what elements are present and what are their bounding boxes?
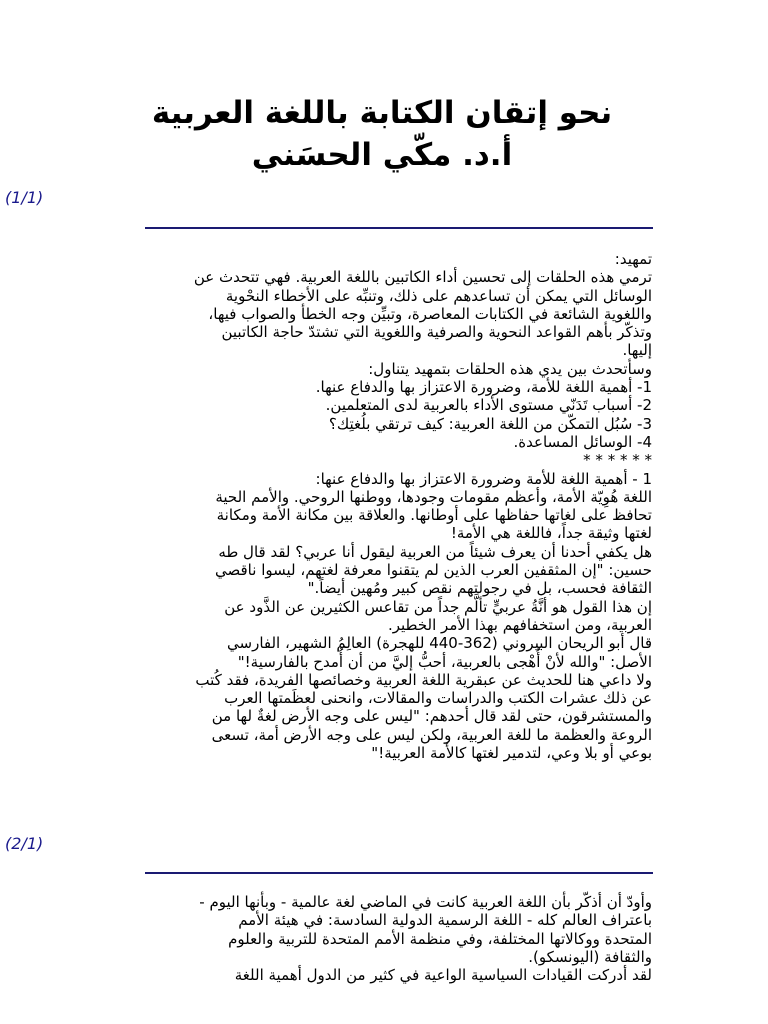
text-line: الوسائل التي يمكن أن تساعدهم على ذلك، وتنبِّه على الأخطاء النحْوية	[225, 286, 652, 305]
text-line: والمستشرقون، حتى لقد قال أحدهم: "ليس على وجه الأرض لغةٌ لها من	[211, 707, 652, 726]
section-divider-1	[145, 227, 653, 229]
title-line-1: نحو إتقان الكتابة باللغة العربية	[151, 95, 613, 131]
author-line: أ.د. مكّي الحسَني	[251, 137, 513, 173]
part-marker-1: (1/1)	[5, 188, 44, 207]
text-line: تحافظ على لغاتها حفاظها على أوطانها. والعلاقة بين مكانة الأمة ومكانة	[216, 506, 652, 525]
text-line: المتحدة ووكالاتها المختلفة، وفي منظمة الأمم المتحدة للتربية والعلوم	[228, 929, 652, 948]
text-line: تمهيد:	[614, 250, 652, 268]
document-page	[112, 92, 652, 176]
text-line: ولا داعي هنا للحديث عن عبقرية اللغة العربية وخصائصها الفريدة، فقد كُتب	[195, 670, 652, 689]
text-line: اللغة هُوِيّة الأمة، وأعظم مقومات وجودها، ووطنها الروحي. والأمم الحية	[215, 487, 652, 506]
text-line: وتذكّر بأهم القواعد النحوية والصرفية واللغوية التي تشتدّ حاجة الكاتبين	[221, 323, 652, 342]
text-line: إليها.	[622, 341, 652, 360]
text-line: * * * * * *	[583, 451, 652, 470]
text-line: عن ذلك عشرات الكتب والدراسات والمقالات، وانحنى لعظَمتها العرب	[224, 689, 652, 708]
text-line: الروعة والعظمة ما للغة العربية، ولكن ليس على وجه الأرض أمة، تسعى	[211, 725, 652, 744]
text-line: 1- أهمية اللغة للأمة، وضرورة الاعتزاز بها والدفاع عنها.	[315, 378, 652, 397]
text-line: 4- الوسائل المساعدة.	[513, 432, 652, 451]
text-line: الثقافة فحسب، بل في رجولتهم نقص كبير ومُهين أيضاً."	[307, 579, 652, 598]
text-line: لقد أدركت القيادات السياسية الواعية في كثير من الدول أهمية اللغة	[234, 966, 652, 985]
text-line: حسين: "إن المثقفين العرب الذين لم يتقنوا معرفة لغتهم، ليسوا ناقصي	[215, 561, 652, 580]
text-line: باعتراف العالم كله - اللغة الرسمية الدولية السادسة: في هيئة الأمم	[238, 911, 652, 930]
text-line: 3- سُبُل التمكّن من اللغة العربية: كيف ترتقي بلُغتِك؟	[328, 414, 652, 433]
text-line: إن هذا القول هو أنَّةُ عربيٍّ تألَّم جداً من تقاعس الكثيرين عن الذَّود عن	[224, 597, 652, 616]
text-line: 2- أسباب تَدَنّي مستوى الأداء بالعربية لدى المتعلمين.	[325, 396, 652, 415]
text-line: بوعي أو بلا وعي، لتدمير لغتها كالأمة العربية!"	[371, 744, 652, 763]
text-line: لغتها وثيقة جداً، فاللغة هي الأمة!	[450, 524, 652, 543]
text-line: واللغوية الشائعة في الكتابات المعاصرة، وتبيِّن وجه الخطأ والصواب فيها،	[208, 304, 652, 323]
section-2-body	[112, 893, 652, 984]
text-line: ترمي هذه الحلقات إلى تحسين أداء الكاتبين باللغة العربية. فهي تتحدث عن	[193, 268, 652, 287]
document-title	[112, 92, 652, 176]
text-line: والثقافة (اليونسكو).	[528, 947, 652, 966]
section-1-body	[112, 250, 652, 762]
text-line: 1 - أهمية اللغة للأمة وضرورة الاعتزاز بها والدفاع عنها:	[315, 469, 652, 488]
text-line: الأصل: "والله لأنْ أُهْجى بالعربية، أحبُّ إليَّ من أن أُمدح بالفارسية!"	[237, 652, 652, 671]
text-line: قال أبو الريحان البيروني (362-440 للهجرة) العالِمُ الشهير، الفارسي	[227, 634, 652, 653]
text-line: العربية، ومن استخفافهم بهذا الأمر الخطير.	[387, 615, 652, 634]
text-line: وأودّ أن أذكّر بأن اللغة العربية كانت في الماضي لغة عالمية - وبأنها اليوم -	[199, 893, 652, 911]
text-line: وسأتحدث بين يدي هذه الحلقات بتمهيد يتناول:	[368, 359, 652, 378]
part-marker-2: (2/1)	[5, 834, 44, 853]
text-line: هل يكفي أحدنا أن يعرف شيئاً من العربية ليقول أنا عربي؟ لقد قال طه	[218, 542, 652, 561]
section-divider-2	[145, 872, 653, 874]
